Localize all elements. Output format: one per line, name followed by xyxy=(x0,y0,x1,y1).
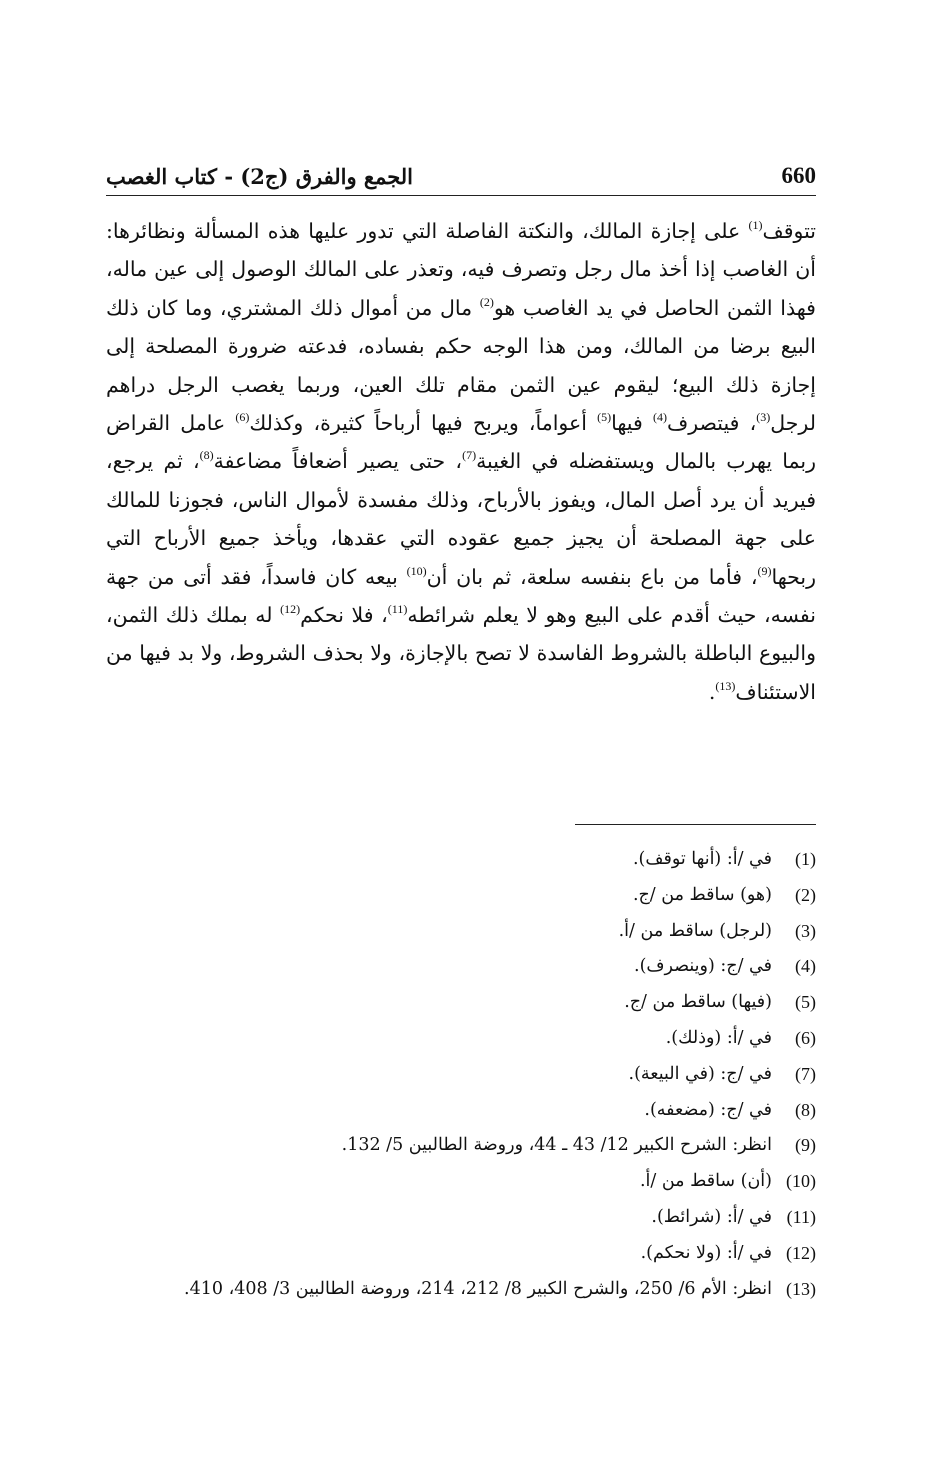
footnote-text: (أن) ساقط من /أ. xyxy=(639,1171,772,1192)
running-title: الجمع والفرق (ج2) - كتاب الغصب xyxy=(106,164,414,189)
text-run: ، فلا نحكم xyxy=(300,603,388,628)
footnote-number: (6) xyxy=(795,1027,816,1048)
footnote-marker[interactable]: (11) xyxy=(387,602,408,617)
text-run: . xyxy=(708,679,716,704)
text-run: على إجازة المالك، والنكتة الفاصلة التي تدور عليها هذه المسألة ونظائرها: أن الغاصب إذا أخذ مال رجل وتصرف فيه، وتعذر على المالك الوصول إلى عين ماله، فهذا الثمن الحاصل في يد الغاصب هو xyxy=(106,219,816,320)
footnote-text: في /أ: (شرائط). xyxy=(651,1206,772,1227)
footnote-text: في /ج: (مضعفه). xyxy=(644,1099,772,1120)
footnote-text: (هو) ساقط من /ج. xyxy=(632,884,772,905)
text-run: فيها xyxy=(611,411,653,436)
footnote-item xyxy=(106,985,816,1021)
text-run: مال من أموال ذلك المشتري، وما كان ذلك البيع برضا من المالك، ومن هذا الوجه حكم بفساده، فدعته ضرورة المصلحة إلى إجازة ذلك البيع؛ ليقوم عين الثمن مقام تلك العين، وربما يغصب الرجل دراهم لرجل xyxy=(106,295,816,436)
footnote-number: (5) xyxy=(795,992,816,1013)
main-text-paragraph xyxy=(106,212,816,711)
text-run: بيعه كان فاسداً، فقد أتى من جهة نفسه، حيث أقدم على البيع وهو لا يعلم شرائطه xyxy=(106,564,816,628)
footnote-item xyxy=(106,1164,816,1200)
footnotes-list xyxy=(106,842,816,1307)
text-run: عامل القراض ربما يهرب بالمال ويستفضله في الغيبة xyxy=(106,411,817,474)
footnote-text: في /أ: (أنها توقف). xyxy=(632,849,772,869)
footnote-number: (9) xyxy=(795,1135,816,1156)
page-number: 660 xyxy=(781,163,816,188)
footnote-marker[interactable]: (5) xyxy=(597,410,612,425)
footnote-number: (4) xyxy=(795,956,816,977)
footnote-item xyxy=(106,842,816,878)
footnote-number: (7) xyxy=(795,1063,816,1084)
footnote-item xyxy=(106,1057,816,1093)
footnote-item xyxy=(106,878,816,914)
footnote-text: انظر: الشرح الكبير 12/ 43 ـ 44، وروضة الطالبين 5/ 132. xyxy=(341,1135,772,1156)
footnote-marker[interactable]: (3) xyxy=(756,410,771,425)
footnote-item xyxy=(106,1021,816,1057)
footnote-number: (12) xyxy=(786,1242,816,1263)
footnote-item xyxy=(106,1128,816,1164)
footnote-item xyxy=(106,949,816,985)
footnote-text: (لرجل) ساقط من /أ. xyxy=(618,920,772,941)
footnote-number: (10) xyxy=(786,1171,816,1192)
footnote-item xyxy=(106,1236,816,1272)
text-run: ، فيتصرف xyxy=(666,411,757,436)
footnote-marker[interactable]: (6) xyxy=(235,410,250,425)
footnote-marker[interactable]: (8) xyxy=(199,448,214,463)
footnote-marker[interactable]: (12) xyxy=(280,602,301,617)
footnote-text: في /أ: (وذلك). xyxy=(665,1027,772,1048)
footnote-number: (3) xyxy=(795,920,816,941)
text-run: أعواماً، ويربح فيها أرباحاً كثيرة، وكذلك xyxy=(249,411,598,436)
footnote-marker[interactable]: (13) xyxy=(715,678,736,693)
footnote-number: (1) xyxy=(795,849,816,869)
footnote-separator xyxy=(575,824,816,825)
footnote-marker[interactable]: (2) xyxy=(479,294,494,309)
footnote-item xyxy=(106,1200,816,1236)
footnote-text: انظر: الأم 6/ 250، والشرح الكبير 8/ 212، 214، وروضة الطالبين 3/ 408، 410. xyxy=(184,1278,772,1299)
footnote-number: (2) xyxy=(795,884,816,905)
footnote-text: (فيها) ساقط من /ج. xyxy=(624,992,772,1013)
text-run: له بملك ذلك الثمن، والبيوع الباطلة بالشروط الفاسدة لا تصح بالإجازة، ولا بحذف الشروط، ولا بد فيها من الاستئناف xyxy=(106,603,816,704)
footnote-item xyxy=(106,914,816,950)
footnote-text: في /ج: (وينصرف). xyxy=(634,956,772,977)
text-run: ، فأما من باع بنفسه سلعة، ثم بان أن xyxy=(426,564,758,589)
running-header xyxy=(106,150,816,196)
footnote-text: في /ج: (في البيعة). xyxy=(628,1063,772,1084)
footnote-marker[interactable]: (9) xyxy=(757,563,772,578)
footnote-marker[interactable]: (4) xyxy=(652,410,667,425)
footnote-number: (13) xyxy=(786,1278,816,1299)
footnote-marker[interactable]: (7) xyxy=(462,448,477,463)
text-run: تتوقف xyxy=(762,219,816,243)
footnote-marker[interactable]: (10) xyxy=(406,563,427,578)
footnote-item xyxy=(106,1272,816,1308)
footnote-marker[interactable]: (1) xyxy=(748,218,763,232)
footnote-number: (8) xyxy=(795,1099,816,1120)
footnote-text: في /أ: (ولا نحكم). xyxy=(640,1242,772,1263)
footnote-item xyxy=(106,1093,816,1129)
footnote-number: (11) xyxy=(786,1206,816,1227)
text-run: ، ثم يرجع، فيريد أن يرد أصل المال، ويفوز بالأرباح، وذلك مفسدة لأموال الناس، فجوزنا للمالك على جهة المصلحة أن يجيز جميع عقوده التي عقدها، ويأخذ جميع الأرباح التي ربحها xyxy=(106,449,817,589)
text-run: ، حتى يصير أضعافاً مضاعفة xyxy=(213,449,463,474)
